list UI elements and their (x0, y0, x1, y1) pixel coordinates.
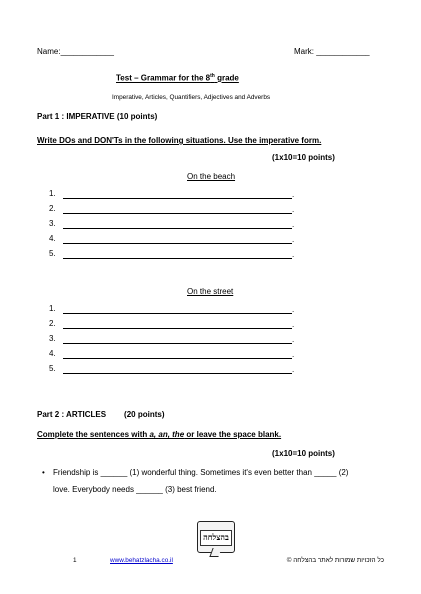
answer-line[interactable]: 1. . (49, 304, 295, 314)
site-logo: בהצלחה (197, 521, 235, 553)
page-subtitle: Imperative, Articles, Quantifiers, Adjectives and Adverbs (112, 94, 271, 101)
name-field-label: Name:____________ (37, 47, 114, 56)
exercise-text-line-1: Friendship is ______ (1) wonderful thing. Sometimes it's even better than _____ (2) (53, 468, 349, 477)
copyright-text: כל הזכויות שמורות לאתר בהצלחה © (286, 557, 384, 564)
mark-field-label: Mark: ____________ (294, 47, 370, 56)
answer-line[interactable]: 4. . (49, 234, 295, 244)
logo-tail (209, 548, 221, 557)
answer-line[interactable]: 4. . (49, 349, 295, 359)
answer-line[interactable]: 2. . (49, 319, 295, 329)
answer-line[interactable]: 3. . (49, 334, 295, 344)
website-link[interactable]: www.behatzlacha.co.il (110, 557, 173, 564)
part2-points: (1x10=10 points) (272, 449, 335, 458)
page-number: 1 (73, 557, 77, 564)
part1-heading: Part 1 : IMPERATIVE (10 points) (37, 112, 158, 121)
part1-points: (1x10=10 points) (272, 153, 335, 162)
section-title-beach: On the beach (187, 172, 236, 181)
answer-line[interactable]: 5. . (49, 364, 295, 374)
answer-line[interactable]: 1. . (49, 189, 295, 199)
section-title-street: On the street (187, 287, 234, 296)
exercise-text-line-2: love. Everybody needs ______ (3) best friend. (53, 485, 217, 494)
answer-line[interactable]: 2. . (49, 204, 295, 214)
page-title: Test – Grammar for the 8th grade (116, 73, 239, 83)
part2-instruction: Complete the sentences with a, an, the or leave the space blank. (37, 430, 282, 439)
answer-line[interactable]: 3. . (49, 219, 295, 229)
part2-heading: Part 2 : ARTICLES (20 points) (37, 410, 165, 419)
bullet: • (42, 468, 45, 477)
answer-line[interactable]: 5. . (49, 249, 295, 259)
part1-instruction: Write DOs and DON'Ts in the following situations. Use the imperative form. (37, 136, 322, 145)
